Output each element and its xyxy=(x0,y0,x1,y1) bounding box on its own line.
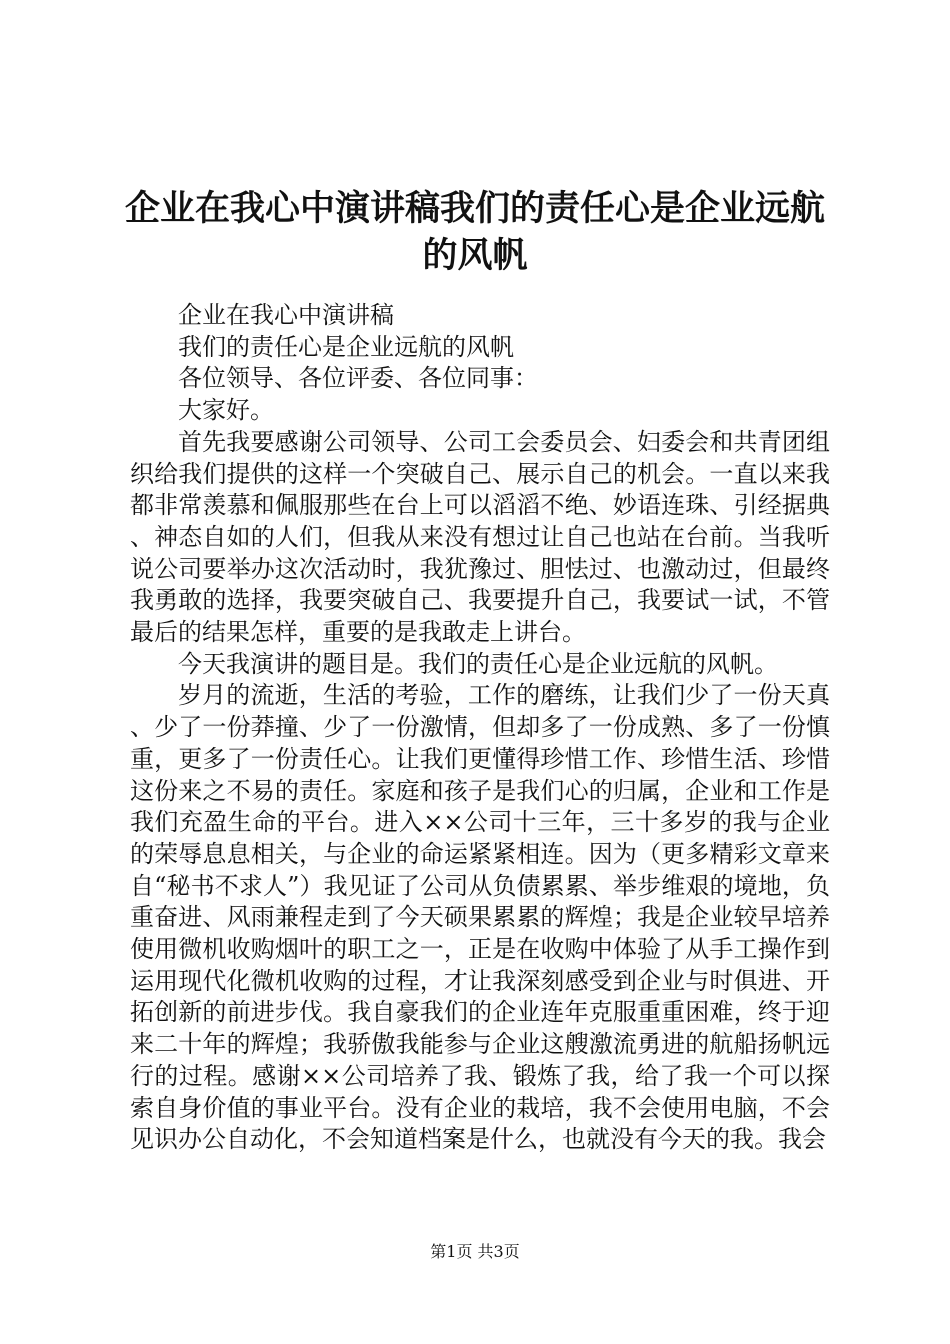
subtitle-paragraph: 我们的责任心是企业远航的风帆 xyxy=(178,332,514,361)
document-title-line-2: 的风帆 xyxy=(422,235,528,276)
page-footer: 第1页 共3页 xyxy=(430,1242,520,1261)
body-paragraph: 岁月的流逝，生活的考验，工作的磨练，让我们少了一份天真、少了一份莽撞、少了一份激情，但却多了一份成熟、多了一份慎重，更多了一份责任心。让我们更懂得珍惜工作、珍惜生活、珍惜这份来之不易的责任。家庭和孩子是我们心的归属，企业和工作是我们充盈生命的平台。进入××公司十三年，三十多岁的我与企业的荣辱息息相关，与企业的命运紧紧相连。因为（更多精彩文章来自“秘书不求人”）我见证了公司从负债累累、举步维艰的境地，负重奋进、风雨兼程走到了今天硕果累累的辉煌；我是企业较早培养使用微机收购烟叶的职工之一，正是在收购中体验了从手工操作到运用现代化微机收购的过程，才让我深刻感受到企业与时俱进、开拓创新的前进步伐。我自豪我们的企业连年克服重重困难，终于迎来二十年的辉煌；我骄傲我能参与企业这艘激流勇进的航船扬帆远行的过程。感谢××公司培养了我、锻炼了我，给了我一个可以探索自身价值的事业平台。没有企业的栽培，我不会使用电脑，不会见识办公自动化，不会知道档案是什么，也就没有今天的我。我会 xyxy=(130,681,830,1154)
document-title-line-1: 企业在我心中演讲稿我们的责任心是企业远航 xyxy=(124,188,825,229)
greeting-paragraph: 各位领导、各位评委、各位同事： xyxy=(178,364,538,393)
subtitle-paragraph: 企业在我心中演讲稿 xyxy=(178,301,394,329)
body-paragraph: 今天我演讲的题目是。我们的责任心是企业远航的风帆。 xyxy=(178,649,778,678)
body-paragraph: 首先我要感谢公司领导、公司工会委员会、妇委会和共青团组织给我们提供的这样一个突破自己、展示自己的机会。一直以来我都非常羡慕和佩服那些在台上可以滔滔不绝、妙语连珠、引经据典、神态自如的人们，但我从来没有想过让自己也站在台前。当我听说公司要举办这次活动时，我犹豫过、胆怯过、也激动过，但最终我勇敢的选择，我要突破自己、我要提升自己，我要试一试，不管最后的结果怎样，重要的是我敢走上讲台。 xyxy=(130,427,830,647)
greeting-paragraph: 大家好。 xyxy=(178,396,274,425)
document-body xyxy=(130,300,830,1156)
